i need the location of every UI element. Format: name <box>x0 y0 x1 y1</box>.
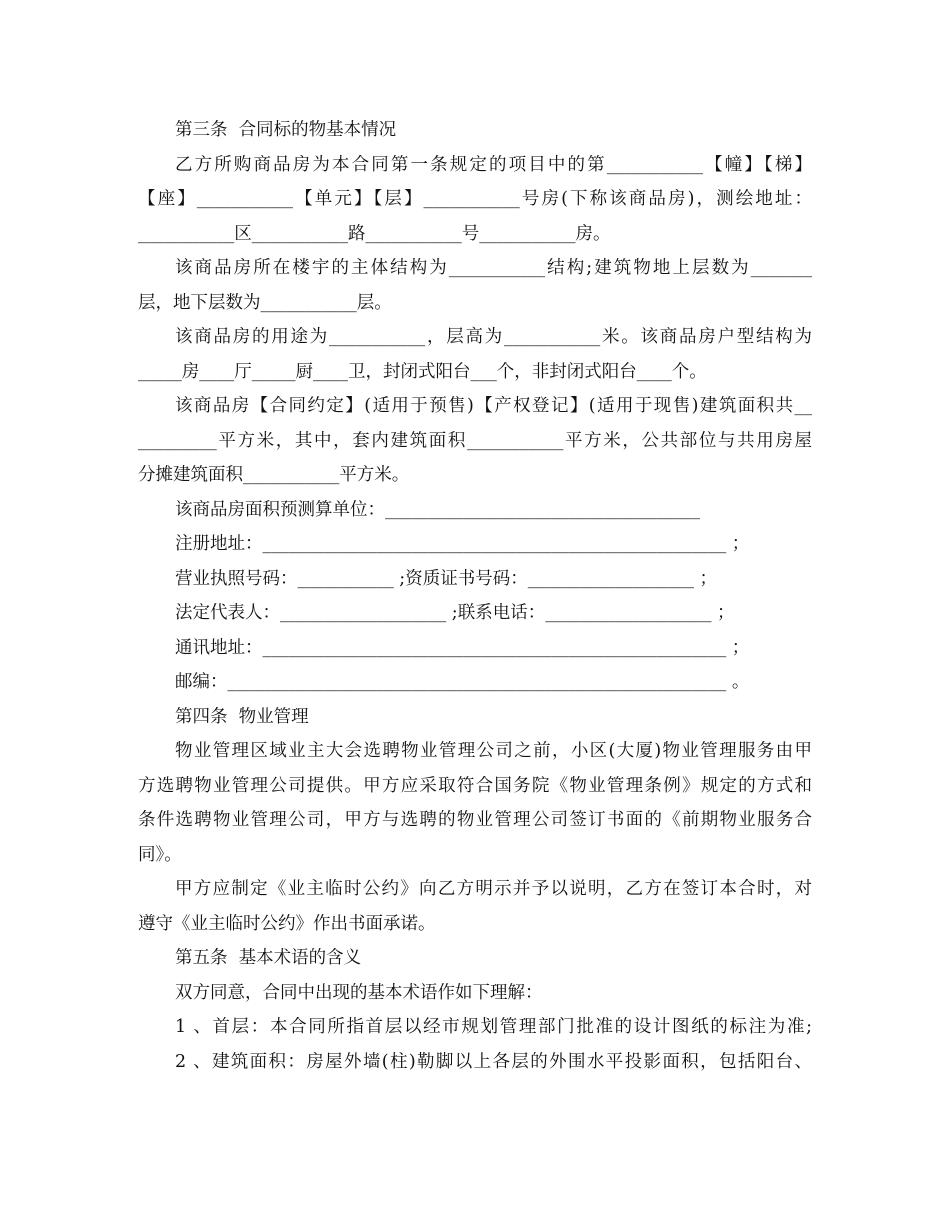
paragraph-line: 同》。 <box>138 844 182 865</box>
paragraph-line: ___________区___________路___________号___________房。 <box>138 223 611 244</box>
paragraph-line: 1 、首层：本合同所指首层以经市规划管理部门批准的设计图纸的标注为准; <box>175 1017 812 1037</box>
paragraph-line: 分摊建筑面积___________平方米。 <box>138 465 410 485</box>
form-line: 法定代表人：___________________ ;联系电话：___________________ ； <box>175 603 735 623</box>
paragraph-line: _________平方米，其中，套内建筑面积___________平方米，公共部位与共用房屋 <box>138 430 812 451</box>
paragraph-line: 条件选聘物业管理公司，甲方与选聘的物业管理公司签订书面的《前期物业服务合 <box>138 810 812 830</box>
paragraph-line: 2 、建筑面积：房屋外墙(柱)勒脚以上各层的外围水平投影面积，包括阳台、 <box>175 1051 812 1072</box>
article-heading: 第四条 物业管理 <box>175 706 309 727</box>
paragraph-line: 双方同意，合同中出现的基本术语作如下理解： <box>175 982 543 1003</box>
form-line: 注册地址：_____________________________________________________ ； <box>175 534 750 554</box>
paragraph-line: 遵守《业主临时公约》作出书面承诺。 <box>138 913 436 934</box>
paragraph-line: 该商品房的用途为___________，层高为___________米。该商品房户型结构为 <box>175 327 812 347</box>
paragraph-line: 方选聘物业管理公司提供。甲方应采取符合国务院《物业管理条例》规定的方式和 <box>138 775 812 796</box>
form-line: 邮编：_________________________________________________________ 。 <box>175 672 750 692</box>
paragraph-line: 物业管理区域业主大会选聘物业管理公司之前，小区(大厦)物业管理服务由甲 <box>175 741 812 761</box>
document-body <box>138 113 812 1079</box>
form-line: 该商品房面积预测算单位：____________________________________ <box>175 499 700 520</box>
paragraph-line: 乙方所购商品房为本合同第一条规定的项目中的第___________【幢】【梯】 <box>175 154 812 175</box>
article-heading: 第三条 合同标的物基本情况 <box>175 120 397 140</box>
form-line: 营业执照号码：___________ ;资质证书号码：___________________ ； <box>175 568 718 589</box>
paragraph-line: 【座】___________【单元】【层】___________号房(下称该商品房)，测绘地址： <box>138 189 812 209</box>
paragraph-line: 层，地下层数为___________层。 <box>138 292 392 313</box>
article-heading: 第五条 基本术语的含义 <box>175 948 362 968</box>
form-line: 通讯地址：_____________________________________________________ ； <box>175 637 750 658</box>
paragraph-line: 该商品房所在楼宇的主体结构为___________结构;建筑物地上层数为_______ <box>175 258 812 278</box>
paragraph-line: 该商品房【合同约定】(适用于预售)【产权登记】(适用于现售)建筑面积共__ <box>175 396 812 416</box>
paragraph-line: _____房____厅_____厨____卫，封闭式阳台___个，非封闭式阳台____个。 <box>138 361 707 382</box>
paragraph-line: 甲方应制定《业主临时公约》向乙方明示并予以说明，乙方在签订本合时，对 <box>175 879 812 899</box>
